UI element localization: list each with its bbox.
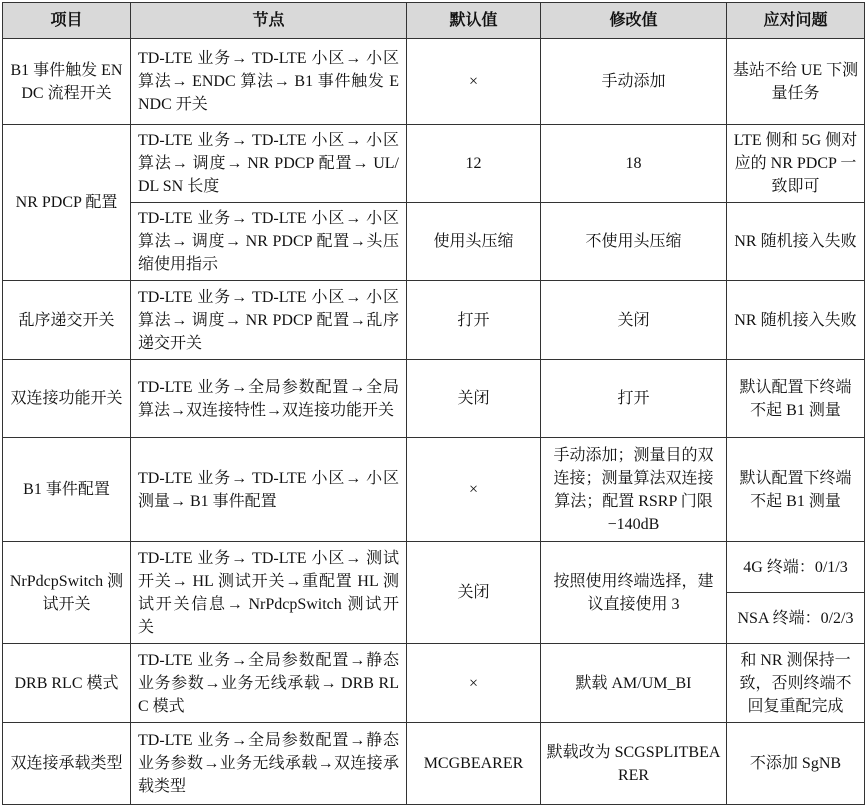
cell-item: DRB RLC 模式 [3, 644, 131, 723]
cell-issue: 默认配置下终端不起 B1 测量 [727, 438, 865, 542]
cell-issue: NR 随机接入失败 [727, 203, 865, 281]
cell-default: × [407, 39, 541, 125]
cell-node: TD-LTE 业务→全局参数配置→静态业务参数→业务无线承载→双连接承载类型 [131, 723, 407, 805]
cell-modified: 默载 AM/UM_BI [541, 644, 727, 723]
cell-issue: 和 NR 测保持一致，否则终端不回复重配完成 [727, 644, 865, 723]
header-default: 默认值 [407, 3, 541, 39]
header-issue: 应对问题 [727, 3, 865, 39]
cell-default: MCGBEARER [407, 723, 541, 805]
table-row [3, 39, 865, 125]
table-row [3, 644, 865, 723]
cell-item: B1 事件触发 ENDC 流程开关 [3, 39, 131, 125]
cell-default: × [407, 438, 541, 542]
config-table [2, 2, 865, 805]
header-modified: 修改值 [541, 3, 727, 39]
cell-node: TD-LTE 业务→ TD-LTE 小区→ 小区算法→ 调度→ NR PDCP 配置→乱序递交开关 [131, 281, 407, 360]
cell-issue: LTE 侧和 5G 侧对应的 NR PDCP 一致即可 [727, 125, 865, 203]
table-row [3, 281, 865, 360]
cell-modified: 手动添加 [541, 39, 727, 125]
cell-modified: 按照使用终端选择，建议直接使用 3 [541, 542, 727, 644]
cell-modified: 手动添加；测量目的双连接；测量算法双连接算法；配置 RSRP 门限 −140dB [541, 438, 727, 542]
cell-node: TD-LTE 业务→ TD-LTE 小区→ 测试开关→ HL 测试开关→重配置 HL 测试开关信息→ NrPdcpSwitch 测试开关 [131, 542, 407, 644]
header-item: 项目 [3, 3, 131, 39]
table-row [3, 125, 865, 203]
cell-item: NrPdcpSwitch 测试开关 [3, 542, 131, 644]
cell-default: 打开 [407, 281, 541, 360]
table-row [3, 723, 865, 805]
cell-node: TD-LTE 业务→ TD-LTE 小区→ 小区测量→ B1 事件配置 [131, 438, 407, 542]
cell-modified: 打开 [541, 360, 727, 438]
cell-issue: 4G 终端：0/1/3 [727, 542, 865, 593]
cell-modified: 默载改为 SCGSPLITBEARER [541, 723, 727, 805]
cell-default: 使用头压缩 [407, 203, 541, 281]
cell-node: TD-LTE 业务→ TD-LTE 小区→ 小区算法→ 调度→ NR PDCP 配置→ UL/DL SN 长度 [131, 125, 407, 203]
cell-modified: 18 [541, 125, 727, 203]
cell-item: 双连接功能开关 [3, 360, 131, 438]
cell-default: 关闭 [407, 360, 541, 438]
cell-node: TD-LTE 业务→全局参数配置→静态业务参数→业务无线承载→ DRB RLC 模式 [131, 644, 407, 723]
cell-default: × [407, 644, 541, 723]
cell-modified: 关闭 [541, 281, 727, 360]
cell-issue: 默认配置下终端不起 B1 测量 [727, 360, 865, 438]
table-row [3, 203, 865, 281]
table-row [3, 360, 865, 438]
cell-default: 关闭 [407, 542, 541, 644]
table-row [3, 438, 865, 542]
cell-item: 双连接承载类型 [3, 723, 131, 805]
cell-modified: 不使用头压缩 [541, 203, 727, 281]
cell-node: TD-LTE 业务→全局参数配置→全局算法→双连接特性→双连接功能开关 [131, 360, 407, 438]
cell-item: 乱序递交开关 [3, 281, 131, 360]
cell-node: TD-LTE 业务→ TD-LTE 小区→ 小区算法→ ENDC 算法→ B1 事件触发 ENDC 开关 [131, 39, 407, 125]
cell-issue: 基站不给 UE 下测量任务 [727, 39, 865, 125]
cell-issue: NSA 终端：0/2/3 [727, 593, 865, 644]
cell-issue: 不添加 SgNB [727, 723, 865, 805]
cell-node: TD-LTE 业务→ TD-LTE 小区→ 小区算法→ 调度→ NR PDCP 配置→头压缩使用指示 [131, 203, 407, 281]
cell-issue: NR 随机接入失败 [727, 281, 865, 360]
header-node: 节点 [131, 3, 407, 39]
cell-item: NR PDCP 配置 [3, 125, 131, 281]
cell-default: 12 [407, 125, 541, 203]
cell-item: B1 事件配置 [3, 438, 131, 542]
header-row [3, 3, 865, 39]
table-row [3, 542, 865, 593]
